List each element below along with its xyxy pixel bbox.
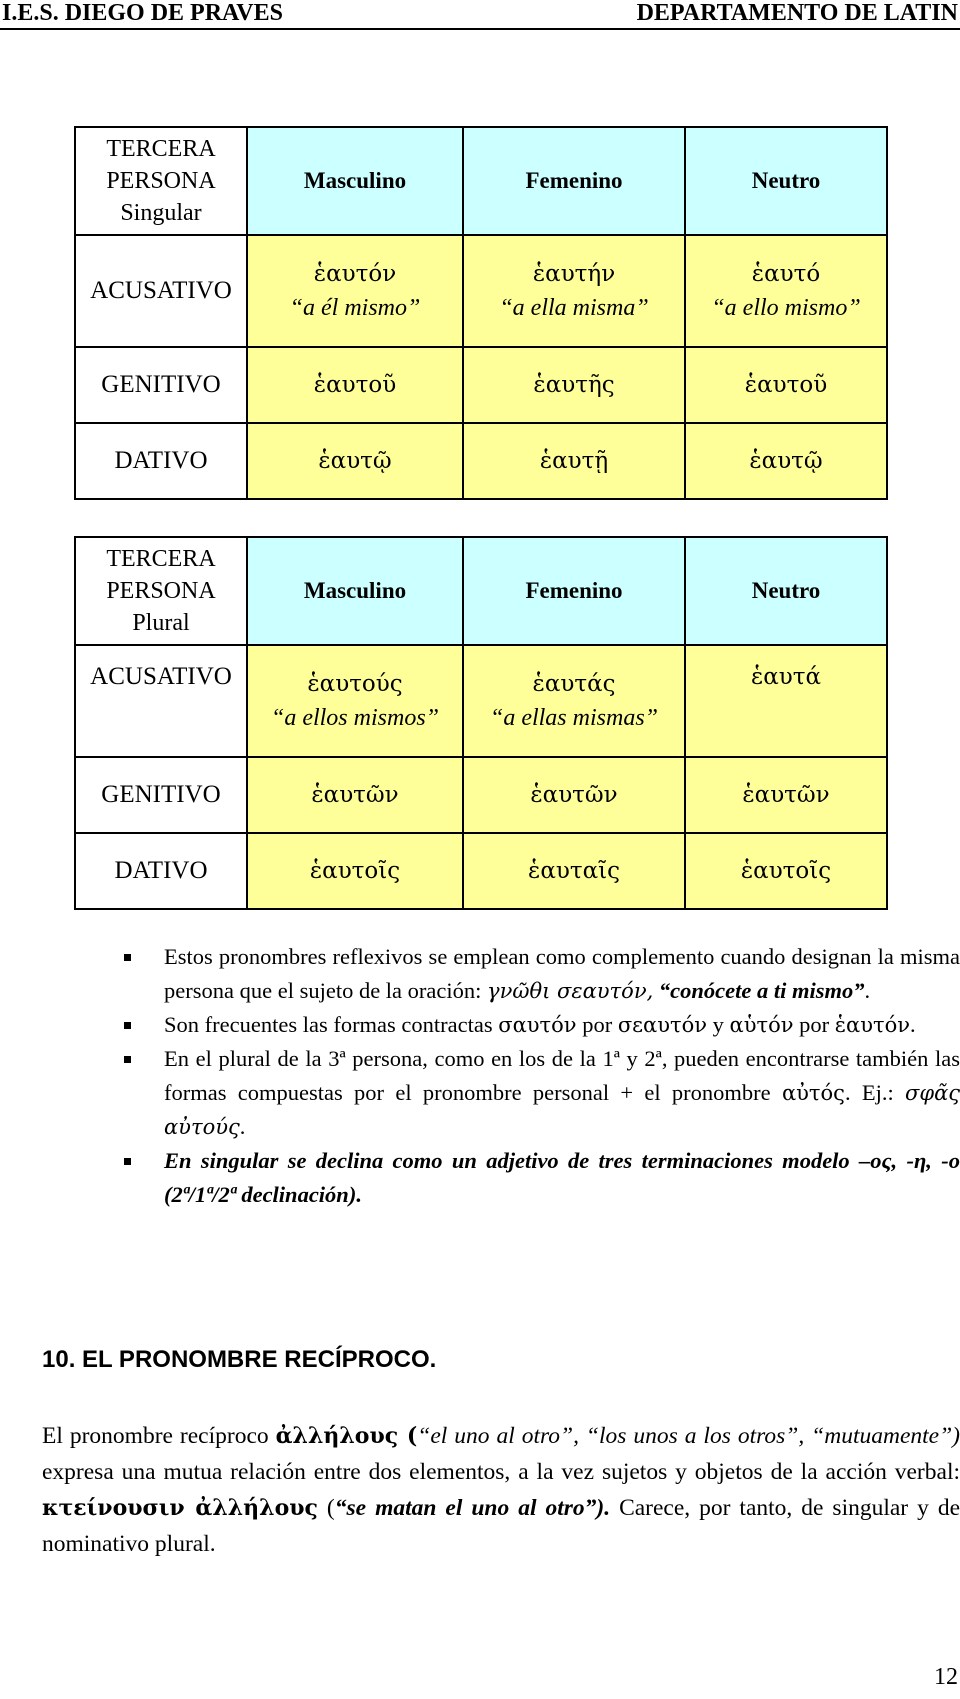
section-title: 10. EL PRONOMBRE RECÍPROCO. [42, 1346, 437, 1373]
table-cell: ἑαυτῷ [247, 423, 463, 499]
bullet-square-icon [124, 954, 131, 961]
list-item: En el plural de la 3ª persona, como en los de la 1ª y 2ª, pueden encontrarse también las formas compuestas por el pronombre personal + el pronombre αὐτός. Ej.: σφᾶς αὐτούς. [120, 1042, 960, 1144]
table-row [75, 833, 887, 909]
notes-list [120, 940, 960, 1212]
table-corner: TERCERA PERSONA Plural [75, 537, 247, 645]
case-label: DATIVO [75, 423, 247, 499]
gender-header: Neutro [685, 537, 887, 645]
table-row [75, 235, 887, 347]
table-cell: ἑαυτόν “a él mismo” [247, 235, 463, 347]
gender-header: Femenino [463, 127, 685, 235]
table-cell: ἑαυταῖς [463, 833, 685, 909]
gender-header: Masculino [247, 127, 463, 235]
table-cell: ἑαυτούς “a ellos mismos” [247, 645, 463, 757]
table-cell: ἑαυτοῦ [685, 347, 887, 423]
table-cell: ἑαυτῆς [463, 347, 685, 423]
table-corner: TERCERA PERSONA Singular [75, 127, 247, 235]
body-paragraph: El pronombre recíproco ἀλλήλους (“el uno al otro”, “los unos a los otros”, “mutuamente”) expresa una mutua relación entre dos elementos, a la vez sujetos y objetos de la acción verbal: κτείνουσιν ἀλλήλους (“se matan el uno al otro”). Carece, por tanto, de singular y de nominativo plural. [42, 1423, 960, 1557]
case-label: GENITIVO [75, 757, 247, 833]
case-label: ACUSATIVO [75, 235, 247, 347]
table-row [75, 757, 887, 833]
table-row [75, 645, 887, 757]
bullet-square-icon [124, 1022, 131, 1029]
gender-header: Neutro [685, 127, 887, 235]
plural-declension-table [74, 536, 888, 910]
case-label: GENITIVO [75, 347, 247, 423]
department-name: DEPARTAMENTO DE LATIN [636, 0, 958, 26]
case-label: DATIVO [75, 833, 247, 909]
table-cell: ἑαυτῶν [463, 757, 685, 833]
table-cell: ἑαυτῷ [685, 423, 887, 499]
list-item: En singular se declina como un adjetivo de tres terminaciones modelo –ος, -η, -ο (2ª/1ª/2ª declinación). [120, 1144, 960, 1212]
table-cell: ἑαυτοῦ [247, 347, 463, 423]
gender-header: Masculino [247, 537, 463, 645]
list-item: Estos pronombres reflexivos se emplean como complemento cuando designan la misma persona que el sujeto de la oración: γνῶθι σεαυτόν, “conócete a ti mismo”. [120, 940, 960, 1008]
page-number: 12 [934, 1664, 958, 1690]
singular-declension-table [74, 126, 888, 500]
school-name: I.E.S. DIEGO DE PRAVES [2, 0, 283, 26]
table-cell: ἑαυτήν “a ella misma” [463, 235, 685, 347]
table-cell: ἑαυτά [685, 645, 887, 757]
table-cell: ἑαυτοῖς [247, 833, 463, 909]
gender-header: Femenino [463, 537, 685, 645]
case-label: ACUSATIVO [75, 645, 247, 757]
table-row [75, 347, 887, 423]
list-item: Son frecuentes las formas contractas σαυτόν por σεαυτόν y αὑτόν por ἑαυτόν. [120, 1008, 960, 1042]
table-cell: ἑαυτῶν [247, 757, 463, 833]
table-cell: ἑαυτοῖς [685, 833, 887, 909]
bullet-square-icon [124, 1158, 131, 1165]
table-row [75, 423, 887, 499]
page-header [0, 0, 960, 30]
table-cell: ἑαυτό “a ello mismo” [685, 235, 887, 347]
bullet-square-icon [124, 1056, 131, 1063]
table-cell: ἑαυτάς “a ellas mismas” [463, 645, 685, 757]
table-cell: ἑαυτῶν [685, 757, 887, 833]
table-cell: ἑαυτῇ [463, 423, 685, 499]
